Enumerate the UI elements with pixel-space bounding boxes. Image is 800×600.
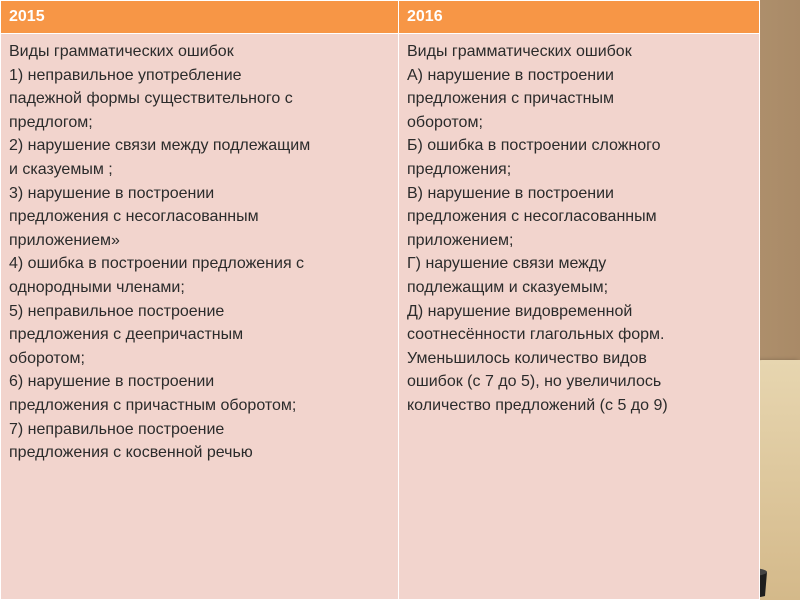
text-line: предложения с деепричастным [9, 326, 244, 344]
text-line: оборотом; [9, 349, 85, 367]
text-line: 4) ошибка в построении предложения с [9, 255, 305, 273]
text-line: 7) неправильное построение [9, 420, 225, 438]
text-line: предложения с несогласованным [9, 208, 259, 226]
text-line: 1) неправильное употребление [9, 66, 242, 84]
text-line: Б) ошибка в построении сложного [407, 137, 661, 155]
text-line: соотнесённости глагольных форм. [407, 326, 665, 344]
text-line: однородными членами; [9, 278, 185, 296]
cell-2015-errors [1, 34, 399, 600]
text-line: предложения с причастным оборотом; [9, 396, 297, 414]
text-line: Д) нарушение видовременной [407, 302, 633, 320]
header-year-2016: 2016 [399, 1, 760, 34]
text-line: В) нарушение в построении [407, 184, 614, 202]
header-year-2015: 2015 [1, 1, 399, 34]
text-line: приложением; [407, 231, 514, 249]
text-line: и сказуемым ; [9, 160, 113, 178]
text-line: Виды грамматических ошибок [407, 43, 632, 60]
text-line: 3) нарушение в построении [9, 184, 215, 202]
table-header-row [1, 1, 760, 34]
table-body-row [1, 34, 760, 600]
text-line: Виды грамматических ошибок [9, 43, 234, 60]
text-line: 6) нарушение в построении [9, 373, 215, 391]
text-line: 5) неправильное построение [9, 302, 225, 320]
text-line: Уменьшилось количество видов [407, 349, 647, 367]
text-line: 2) нарушение связи между подлежащим [9, 137, 311, 155]
text-line: Г) нарушение связи между [407, 255, 607, 273]
text-line: приложением» [9, 231, 120, 249]
text-line: предложения с косвенной речью [9, 444, 253, 462]
text-line: предлогом; [9, 113, 93, 131]
text-line: предложения; [407, 160, 512, 178]
cell-2016-errors [399, 34, 760, 600]
text-line: ошибок (с 7 до 5), но увеличилось [407, 373, 662, 391]
text-line: предложения с причастным [407, 90, 615, 108]
text-line: оборотом; [407, 113, 483, 131]
text-line: количество предложений (с 5 до 9) [407, 396, 668, 414]
text-line: А) нарушение в построении [407, 66, 614, 84]
text-line: падежной формы существительного с [9, 90, 293, 108]
text-line: предложения с несогласованным [407, 208, 657, 226]
text-line: подлежащим и сказуемым; [407, 278, 609, 296]
